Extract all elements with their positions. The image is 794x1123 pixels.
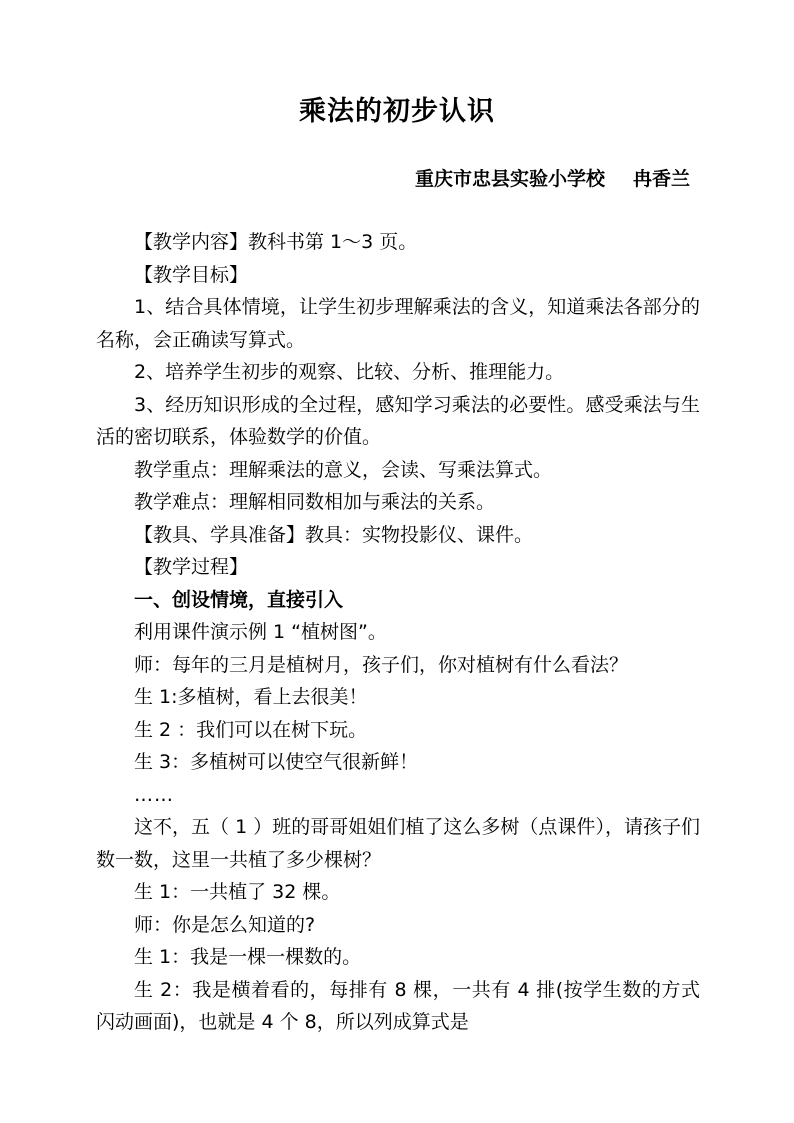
document-body — [96, 226, 700, 1039]
paragraph-goal-3: 3、经历知识形成的全过程，感知学习乘法的必要性。感受乘法与生活的密切联系，体验数学的价值。 — [96, 393, 700, 448]
author-name: 冉香兰 — [632, 168, 690, 190]
paragraph-goal-2: 2、培养学生初步的观察、比较、分析、推理能力。 — [134, 361, 565, 383]
document-title: 乘法的初步认识 — [299, 96, 495, 127]
paragraph-example: 利用课件演示例 1 “植树图”。 — [134, 621, 387, 643]
paragraph-teaching-goals-heading: 【教学目标】 — [134, 263, 249, 286]
paragraph-difficult-point: 教学难点：理解相同数相加与乘法的关系。 — [134, 491, 496, 513]
paragraph-goal-1: 1、结合具体情境，让学生初步理解乘法的含义，知道乘法各部分的名称，会正确读写算式。 — [96, 296, 700, 351]
paragraph-student-2: 生 2 ：我们可以在树下玩。 — [134, 718, 368, 741]
paragraph-student-answer-2: 生 1：我是一棵一棵数的。 — [134, 946, 362, 968]
paragraph-process-heading: 【教学过程】 — [134, 556, 249, 578]
paragraph-teaching-content: 【教学内容】教科书第 1～3 页。 — [134, 231, 418, 253]
paragraph-key-point: 教学重点：理解乘法的意义，会读、写乘法算式。 — [134, 458, 553, 481]
paragraph-student-1: 生 1:多植树，看上去很美！ — [134, 686, 368, 708]
paragraph-teacher-how: 师：你是怎么知道的? — [134, 913, 316, 936]
paragraph-count-trees: 这不，五（ 1 ）班的哥哥姐姐们植了这么多树（点课件），请孩子们数一数，这里一共植了多少棵树？ — [96, 816, 700, 871]
author-line — [415, 164, 690, 194]
paragraph-materials: 【教具、学具准备】教具：实物投影仪、课件。 — [134, 523, 534, 546]
author-school: 重庆市忠县实验小学校 — [414, 168, 605, 190]
paragraph-ellipsis: …… — [134, 783, 174, 806]
paragraph-teacher-question: 师：每年的三月是植树月，孩子们，你对植树有什么看法？ — [134, 653, 629, 676]
section-heading-1: 一、创设情境，直接引入 — [134, 588, 344, 611]
paragraph-student-answer-3: 生 2：我是横着看的，每排有 8 棵，一共有 4 排(按学生数的方式闪动画面)，也就是 4 个 8，所以列成算式是 — [96, 978, 700, 1033]
paragraph-student-answer-1: 生 1：一共植了 32 棵。 — [134, 881, 341, 903]
paragraph-student-3: 生 3：多植树可以使空气很新鲜！ — [134, 751, 419, 773]
